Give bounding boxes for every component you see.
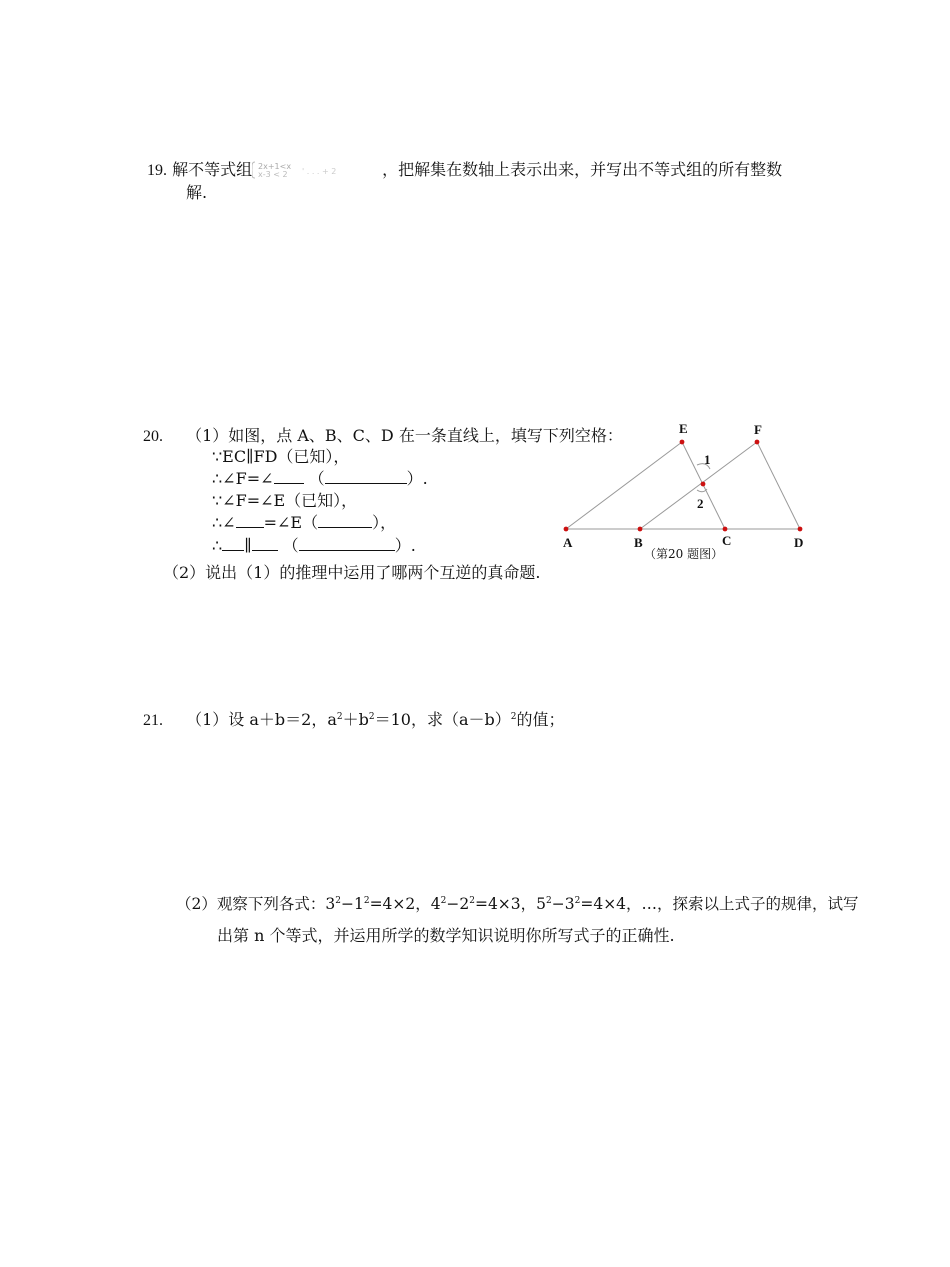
answer-blank-angle[interactable] xyxy=(274,469,304,484)
label-E: E xyxy=(679,421,688,436)
step5-paren-open: （ xyxy=(282,536,299,555)
q21-p2-a: （2）观察下列各式：3 xyxy=(176,895,336,913)
q21-p2-g: =4×4，…，探索以上式子的规律，试写 xyxy=(580,895,859,913)
label-C: C xyxy=(722,533,732,548)
label-D: D xyxy=(794,535,804,550)
question-21-line1 xyxy=(143,709,565,732)
point-A xyxy=(564,527,569,532)
sup-1-2: 2 xyxy=(363,896,370,906)
question-20-part2 xyxy=(163,562,540,584)
sup-ab2: 2 xyxy=(510,712,517,722)
step5-prefix: ∴ xyxy=(212,536,223,555)
answer-blank-line-1[interactable] xyxy=(222,536,244,551)
point-F xyxy=(755,440,760,445)
q21-p2-e: =4×3，5 xyxy=(474,895,547,913)
sup-2-2: 2 xyxy=(469,896,475,906)
question-20-step2 xyxy=(212,468,428,490)
label-angle-1: 1 xyxy=(704,452,711,467)
sup-5-2: 2 xyxy=(546,896,552,906)
line-AE xyxy=(566,442,682,529)
point-D xyxy=(798,527,803,532)
svg-text:' . . . + 2: ' . . . + 2 xyxy=(302,167,337,176)
step4-middle: =∠E（ xyxy=(263,513,319,532)
inequality-system-image xyxy=(252,160,382,178)
step2-paren-open: （ xyxy=(308,469,325,488)
question-20-step1 xyxy=(212,446,349,468)
step1-text: ∵EC∥FD（已知）， xyxy=(212,447,350,466)
q21-part1-a: （1）设 a＋b＝2，a xyxy=(186,710,337,729)
figure-caption: （第20 题图） xyxy=(644,547,724,561)
question-21-part2-line1 xyxy=(176,893,859,915)
svg-text:2x+1<x: 2x+1<x xyxy=(258,162,292,171)
sup-4-2: 2 xyxy=(440,896,447,906)
svg-text:x-3 < 2: x-3 < 2 xyxy=(258,170,288,179)
sup-a2: 2 xyxy=(336,712,343,722)
label-B: B xyxy=(634,535,643,550)
sup-3b-2: 2 xyxy=(574,896,581,906)
answer-blank-angle-2[interactable] xyxy=(236,513,264,528)
q21-p2-c: =4×2，4 xyxy=(369,895,441,913)
step2-suffix: ）. xyxy=(406,469,428,488)
q21-part1-d: 的值； xyxy=(516,710,565,729)
question-20-part1-intro: （1）如图，点 A、B、C、D 在一条直线上，填写下列空格： xyxy=(186,426,623,445)
question-19-line2 xyxy=(186,182,207,204)
question-21-number: 21. xyxy=(143,712,163,729)
step4-suffix: ）， xyxy=(372,513,397,532)
question-19-number: 19. xyxy=(147,162,167,179)
line-FD xyxy=(757,442,800,529)
figure-points xyxy=(564,440,803,532)
answer-blank-line-2[interactable] xyxy=(252,536,278,551)
part2-text: （2）说出（1）的推理中运用了哪两个互逆的真命题. xyxy=(163,563,541,582)
label-angle-2: 2 xyxy=(697,496,704,511)
step2-prefix: ∴∠F=∠ xyxy=(212,469,274,488)
sup-b2: 2 xyxy=(368,712,375,722)
answer-blank-reason-3[interactable] xyxy=(299,536,395,551)
point-E xyxy=(680,440,685,445)
q21-p2-d: −2 xyxy=(446,895,470,913)
point-C xyxy=(723,527,728,532)
question-19-line1 xyxy=(147,159,782,182)
q21-p2-b: −1 xyxy=(340,895,364,913)
label-F: F xyxy=(754,422,762,437)
point-B xyxy=(638,527,643,532)
point-intersection xyxy=(701,482,706,487)
answer-blank-reason-1[interactable] xyxy=(325,469,407,484)
question-20-step3 xyxy=(212,490,357,512)
step5-suffix: ）. xyxy=(394,536,416,555)
question-20-number: 20. xyxy=(143,428,163,445)
sup-3-2: 2 xyxy=(335,896,341,906)
geometry-figure xyxy=(556,418,816,568)
q21-part1-c: ＝10，求（a－b） xyxy=(374,710,511,729)
question-21-part2-line2 xyxy=(217,925,675,947)
question-20-step4 xyxy=(212,512,396,534)
label-A: A xyxy=(563,535,573,550)
answer-blank-reason-2[interactable] xyxy=(318,513,372,528)
question-20-step5 xyxy=(212,535,416,557)
q21-p2-line2: 出第 n 个等式，并运用所学的数学知识说明你所写式子的正确性. xyxy=(217,926,675,945)
question-19-text-wrap: 解. xyxy=(186,183,208,202)
line-BF xyxy=(640,442,757,529)
question-20-line1 xyxy=(143,425,623,448)
step5-parallel: ∥ xyxy=(244,536,252,555)
step3-text: ∵∠F=∠E（已知）， xyxy=(212,491,358,510)
q21-part1-b: ＋b xyxy=(342,710,369,729)
q21-p2-f: −3 xyxy=(551,895,575,913)
question-19-text-after: ，把解集在数轴上表示出来，并写出不等式组的所有整数 xyxy=(382,160,783,179)
figure-lines xyxy=(566,442,800,529)
step4-prefix: ∴∠ xyxy=(212,513,236,532)
question-19-text-before: 解不等式组 xyxy=(172,160,253,179)
